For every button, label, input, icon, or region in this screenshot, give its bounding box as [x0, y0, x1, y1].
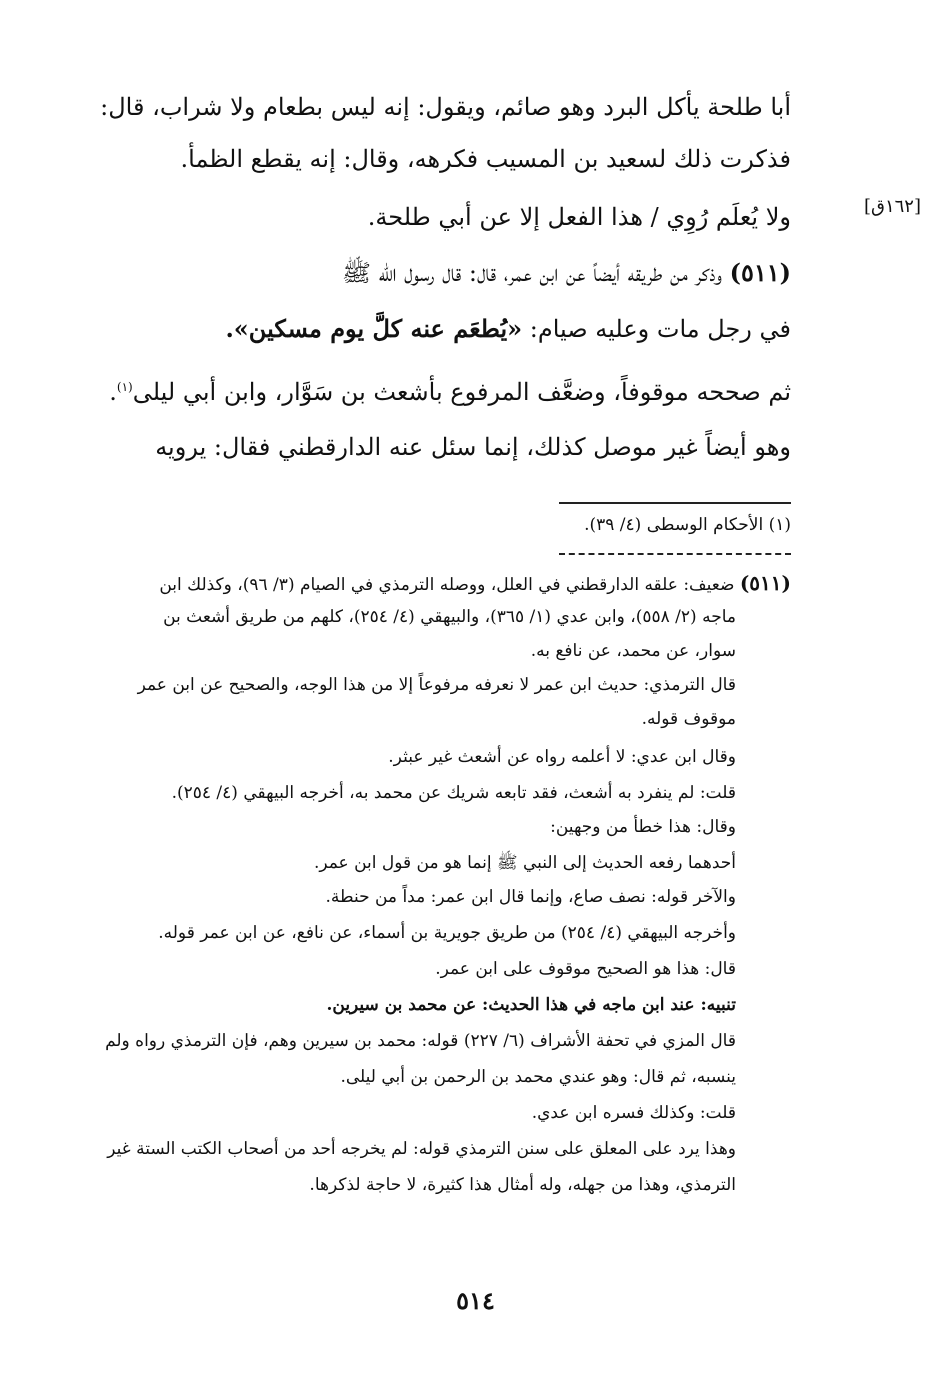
manuscript-folio-note: [١٦٢ق] [863, 196, 921, 217]
body-line-5 [70, 306, 791, 352]
hadith-intro-text: وذكر من طريقه أيضاً عن ابن عمر، قال: قال رسول الله ﷺ [342, 259, 722, 287]
body-line-6-text: ثم صححه موقوفاً، وضعَّف المرفوع بأشعث بن سَوَّار، وابن أبي ليلى [132, 378, 791, 406]
takhrij-line-12: قال: هذا هو الصحيح موقوف على ابن عمر. [435, 959, 736, 979]
takhrij-line-6: وقال ابن عدي: لا أعلمه رواه عن أشعث غير عبثر. [388, 747, 736, 767]
hadith-context-text: في رجل مات وعليه صيام: [529, 315, 791, 343]
takhrij-line-1-text: ضعيف: علقه الدارقطني في العلل، ووصله الترمذي في الصيام (٣/ ٩٦)، وكذلك ابن [159, 575, 735, 595]
takhrij-line-15: ينسبه، ثم قال: وهو عندي محمد بن الرحمن بن أبي ليلى. [340, 1067, 736, 1087]
takhrij-line-7: قلت: لم ينفرد به أشعث، فقد تابعه شريك عن محمد به، أخرجه البيهقي (٤/ ٢٥٤). [171, 783, 736, 803]
takhrij-line-17: وهذا يرد على المعلق على سنن الترمذي قوله: لم يخرجه أحد من أصحاب الكتب الستة غير [107, 1139, 736, 1159]
body-line-6: ثم صححه موقوفاً، وضعَّف المرفوع بأشعث بن سَوَّار، وابن أبي ليلى$^{(١)}$. [109, 378, 791, 406]
footnote-1: (١) الأحكام الوسطى (٤/ ٣٩). [584, 515, 791, 535]
body-line-4 [70, 250, 791, 296]
takhrij-line-13: تنبيه: عند ابن ماجه في هذا الحديث: عن محمد بن سيرين. [326, 995, 736, 1015]
footnote-separator [559, 502, 791, 504]
body-line-2: فذكرت ذلك لسعيد بن المسيب فكرهه، وقال: إنه يقطع الظمأ. [180, 145, 791, 173]
takhrij-line-11: وأخرجه البيهقي (٤/ ٢٥٤) من طريق جويرية بن أسماء، عن نافع، عن ابن عمر قوله. [158, 923, 736, 943]
takhrij-line-1 [70, 566, 791, 602]
takhrij-line-18: الترمذي، وهذا من جهله، وله أمثال هذا كثيرة، لا حاجة لذكرها. [309, 1175, 736, 1195]
takhrij-line-3: سوار، عن محمد، عن نافع به. [530, 641, 736, 661]
page-number: ٥١٤ [456, 1286, 495, 1315]
takhrij-separator [559, 553, 791, 555]
takhrij-line-16: قلت: وكذلك فسره ابن عدي. [531, 1103, 736, 1123]
takhrij-line-14: قال المزي في تحفة الأشراف (٦/ ٢٢٧) قوله: محمد بن سيرين وهم، فإن الترمذي رواه ولم [105, 1031, 736, 1051]
takhrij-number: (٥١١) [739, 571, 791, 595]
takhrij-line-5: موقوف قوله. [641, 709, 736, 729]
body-line-3: ولا يُعلَم رُوِي / هذا الفعل إلا عن أبي طلحة. [367, 203, 791, 231]
takhrij-line-10: والآخر قوله: نصف صاع، وإنما قال ابن عمر: مداً من حنطة. [325, 887, 736, 907]
body-line-7: وهو أيضاً غير موصل كذلك، إنما سئل عنه الدارقطني فقال: يرويه [155, 433, 791, 461]
footnote-marker: (١) [116, 380, 133, 394]
takhrij-line-2: ماجه (٢/ ٥٥٨)، وابن عدي (١/ ٣٦٥)، والبيهقي (٤/ ٢٥٤)، كلهم من طريق أشعث بن [163, 607, 736, 627]
hadith-number: (٥١١) [729, 258, 791, 287]
takhrij-line-9: أحدهما رفعه الحديث إلى النبي ﷺ إنما هو من قول ابن عمر. [313, 853, 736, 873]
takhrij-line-4: قال الترمذي: حديث ابن عمر لا نعرفه مرفوعاً إلا من هذا الوجه، والصحيح عن ابن عمر [137, 675, 736, 695]
takhrij-line-8: وقال: هذا خطأ من وجهين: [550, 817, 736, 837]
hadith-text: «يُطعَم عنه كلَّ يوم مسكين». [225, 314, 523, 343]
body-line-1: أبا طلحة يأكل البرد وهو صائم، ويقول: إنه ليس بطعام ولا شراب، قال: [100, 93, 791, 121]
